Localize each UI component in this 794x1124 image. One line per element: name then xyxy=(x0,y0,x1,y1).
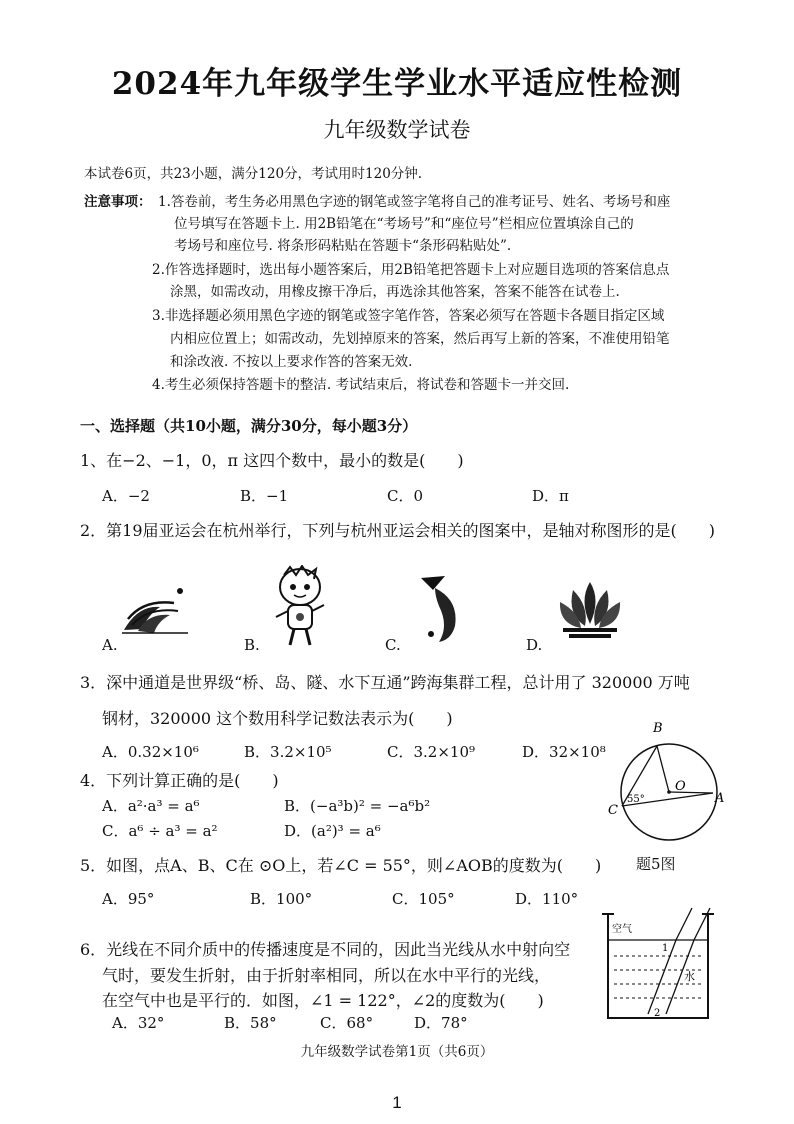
section-heading: 一、选择题（共10小题，满分30分，每小题3分） xyxy=(80,417,418,435)
q5-option-b: B．100° xyxy=(250,890,313,908)
q3-option-b: B．3.2×10⁵ xyxy=(244,743,332,761)
q2-label-b: B. xyxy=(244,636,260,654)
q6-option-c: C．68° xyxy=(320,1014,374,1032)
exam-intro: 本试卷6页，共23小题，满分120分，考试用时120分钟. xyxy=(84,166,423,182)
q1-option-d: D．π xyxy=(532,487,569,505)
notice-line: 考场号和座位号. 将条形码粘贴在答题卡“条形码粘贴处”. xyxy=(174,238,512,254)
notice-label: 注意事项： xyxy=(84,194,152,210)
q5-angle-label: 55° xyxy=(627,794,645,805)
q2-label-d: D. xyxy=(526,636,543,654)
question-6-line3: 在空气中也是平行的．如图，∠1 = 122°，∠2的度数为( ) xyxy=(102,991,544,1010)
q5-label-c: C xyxy=(608,803,618,818)
q3-option-a: A．0.32×10⁶ xyxy=(102,743,199,761)
q2-label-c: C. xyxy=(385,636,401,654)
exam-subtitle: 九年级数学试卷 xyxy=(323,118,471,142)
q6-label-air: 空气 xyxy=(612,924,632,935)
q5-option-a: A．95° xyxy=(102,890,155,908)
question-3-stem-line2: 钢材，320000 这个数用科学记数法表示为( ) xyxy=(102,709,453,728)
question-2-stem: 2．第19届亚运会在杭州举行，下列与杭州亚运会相关的图案中，是轴对称图形的是( ) xyxy=(80,521,716,540)
exam-title: 2024年九年级学生学业水平适应性检测 xyxy=(111,66,683,102)
q5-circle-figure xyxy=(605,718,735,848)
question-6-line1: 6．光线在不同介质中的传播速度是不同的，因此当光线从水中射向空 xyxy=(80,940,571,959)
q5-label-o: O xyxy=(675,779,686,794)
q5-option-c: C．105° xyxy=(392,890,455,908)
question-6-line2: 气时，要发生折射，由于折射率相同，所以在水中平行的光线， xyxy=(102,966,551,985)
q2-label-a: A. xyxy=(102,636,118,654)
question-1-stem: 1、在−2、−1，0，π 这四个数中，最小的数是( ) xyxy=(80,451,464,470)
q3-option-d: D．32×10⁸ xyxy=(522,743,606,761)
question-5-stem: 5．如图，点A、B、C在 ⊙O上，若∠C = 55°，则∠AOB的度数为( ) xyxy=(80,856,602,875)
question-4-stem: 4．下列计算正确的是( ) xyxy=(80,771,279,790)
q5-label-b: B xyxy=(653,721,663,736)
q6-label-angle1: 1 xyxy=(662,943,669,954)
q4-option-b: B．(−a³b)² = −a⁶b² xyxy=(284,797,431,815)
q5-option-d: D．110° xyxy=(515,890,579,908)
q6-option-b: B．58° xyxy=(224,1014,277,1032)
notice-line: 和涂改液. 不按以上要求作答的答案无效. xyxy=(170,354,413,370)
q5-figure-caption: 题5图 xyxy=(636,855,676,873)
q2-figure-c-fish xyxy=(415,570,470,645)
notice-line: 涂黑，如需改动，用橡皮擦干净后，再选涂其他答案，答案不能答在试卷上. xyxy=(170,284,620,300)
q6-beaker-figure xyxy=(596,906,726,1031)
notice-line: 1.答卷前，考生务必用黑色字迹的钢笔或签字笔将自己的准考证号、姓名、考场号和座 xyxy=(158,194,671,210)
q1-option-c: C．0 xyxy=(387,487,424,505)
q4-option-d: D．(a²)³ = a⁶ xyxy=(284,822,381,840)
q6-option-d: D．78° xyxy=(414,1014,468,1032)
q6-label-angle2: 2 xyxy=(654,1008,661,1019)
q1-option-a: A．−2 xyxy=(102,487,150,505)
q6-option-a: A．32° xyxy=(112,1014,165,1032)
notice-line: 4.考生必须保持答题卡的整洁. 考试结束后，将试卷和答题卡一并交回. xyxy=(152,377,570,393)
q2-figure-b-mascot xyxy=(270,565,330,650)
question-3-stem-line1: 3．深中通道是世界级“桥、岛、隧、水下互通”跨海集群工程，总计用了 320000 万吨 xyxy=(80,673,690,692)
page-footer-info: 九年级数学试卷第1页（共6页） xyxy=(300,1044,494,1060)
notice-line: 3.非选择题必须用黑色字迹的钢笔或签字笔作答，答案必须写在答题卡各题目指定区域 xyxy=(152,308,665,324)
page-number: 1 xyxy=(392,1093,402,1112)
q5-label-a: A xyxy=(715,791,725,806)
notice-line: 内相应位置上；如需改动，先划掉原来的答案，然后再写上新的答案，不准使用铅笔 xyxy=(170,331,670,347)
q6-label-water: 水 xyxy=(684,970,695,983)
q3-option-c: C．3.2×10⁹ xyxy=(387,743,476,761)
notice-line: 位号填写在答题卡上. 用2B铅笔在“考场号”和“座位号”栏相应位置填涂自己的 xyxy=(174,216,634,232)
q4-option-a: A．a²·a³ = a⁶ xyxy=(102,797,200,815)
q4-option-c: C．a⁶ ÷ a³ = a² xyxy=(102,822,218,840)
q2-figure-a-wave-logo xyxy=(118,585,198,640)
notice-line: 2.作答选择题时，选出每小题答案后，用2B铅笔把答题卡上对应题目选项的答案信息点 xyxy=(152,262,670,278)
q2-figure-d-lotus xyxy=(555,578,625,643)
q1-option-b: B．−1 xyxy=(240,487,289,505)
